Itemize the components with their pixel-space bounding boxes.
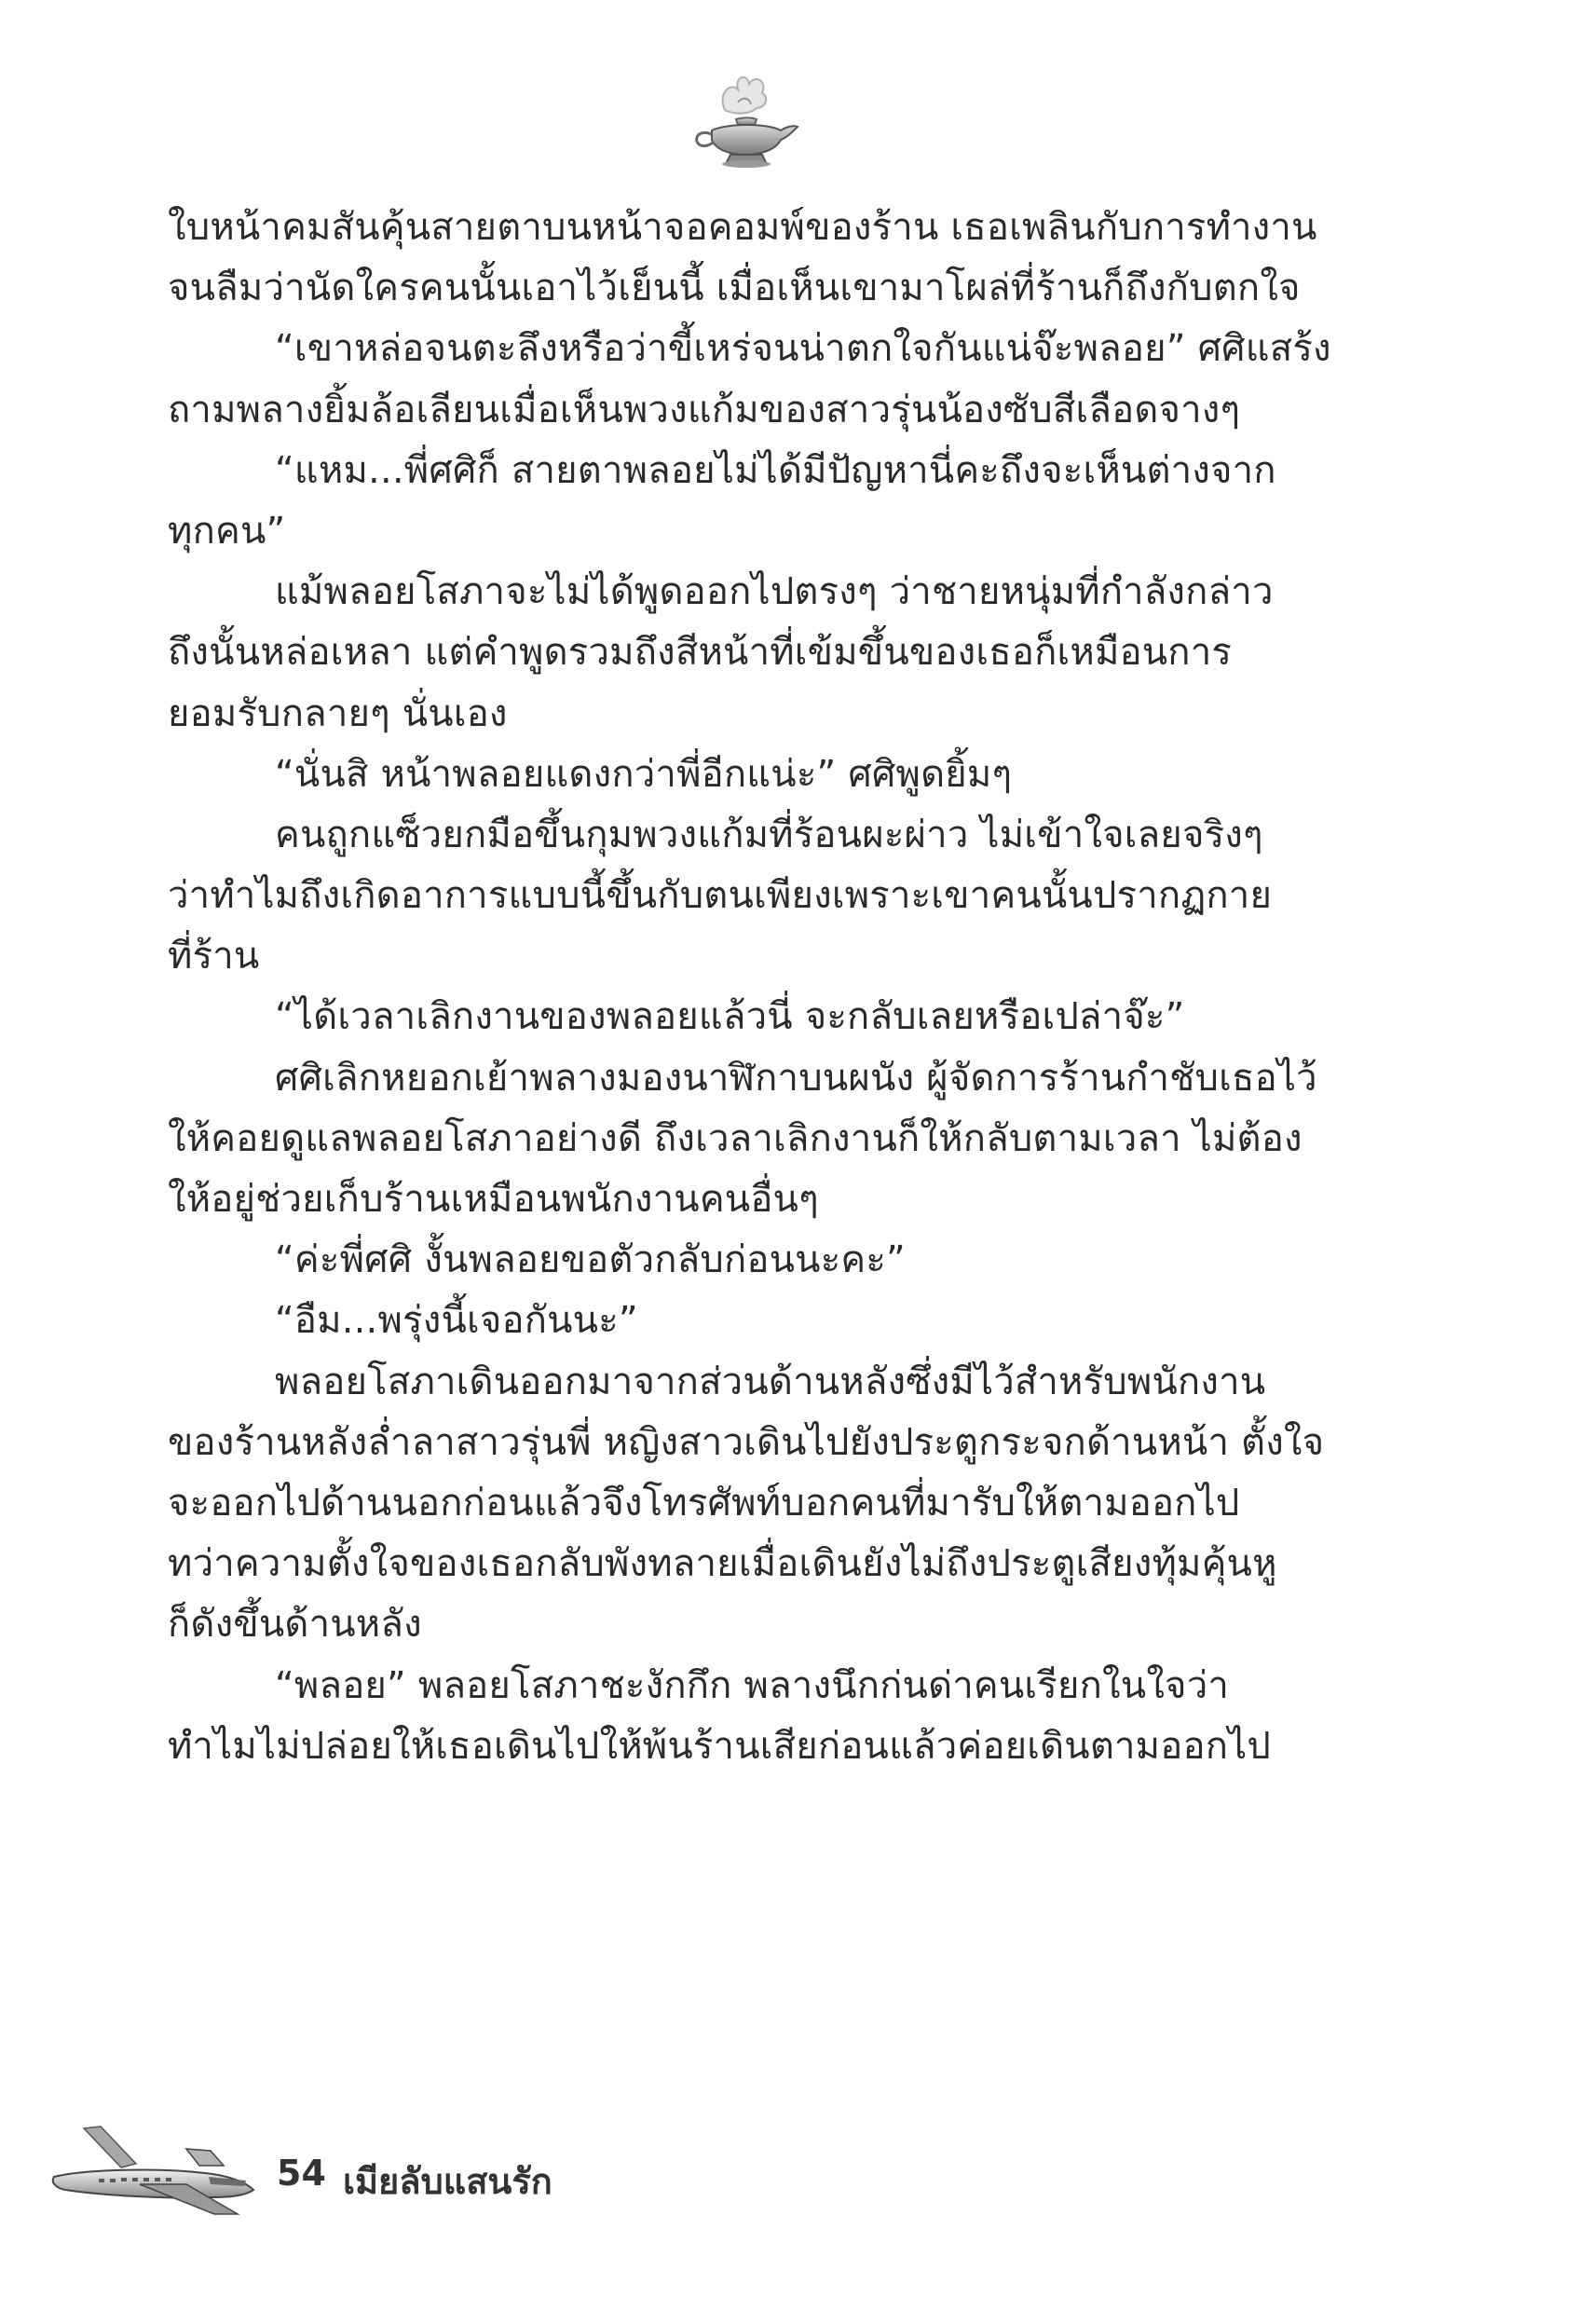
airplane-icon (47, 2115, 261, 2218)
text-line: จะออกไปด้านนอกก่อนแล้วจึงโทรศัพท์บอกคนที่มารับให้ตามออกไป (168, 1481, 1240, 1525)
text-line: ที่ร้าน (168, 935, 260, 978)
book-title: เมียลับแสนรัก (343, 2161, 552, 2202)
story-text (168, 198, 1331, 1777)
text-line: “พลอย” พลอยโสภาชะงักกึก พลางนึกก่นด่าคนเรียกในใจว่า (275, 1663, 1230, 1707)
text-line: “อืม...พรุ่งนี้เจอกันนะ” (275, 1299, 638, 1343)
text-line: “ได้เวลาเลิกงานของพลอยแล้วนี่ จะกลับเลยหรือเปล่าจ๊ะ” (275, 995, 1185, 1039)
text-line: ใบหน้าคมสันคุ้นสายตาบนหน้าจอคอมพ์ของร้าน เธอเพลินกับการทำงาน (168, 206, 1317, 249)
text-line: ให้คอยดูแลพลอยโสภาอย่างดี ถึงเวลาเลิกงานก็ให้กลับตามเวลา ไม่ต้อง (168, 1116, 1303, 1160)
text-line: ของร้านหลังล่ำลาสาวรุ่นพี่ หญิงสาวเดินไปยังประตูกระจกด้านหน้า ตั้งใจ (168, 1420, 1325, 1464)
text-line: จนลืมว่านัดใครคนนั้นเอาไว้เย็นนี้ เมื่อเห็นเขามาโผล่ที่ร้านก็ถึงกับตกใจ (168, 267, 1301, 310)
text-line: “เขาหล่อจนตะลึงหรือว่าขี้เหร่จนน่าตกใจกันแน่จ๊ะพลอย” ศศิแสร้ง (275, 327, 1331, 371)
text-line: “ค่ะพี่ศศิ งั้นพลอยขอตัวกลับก่อนนะคะ” (275, 1238, 906, 1282)
magic-lamp-icon (689, 65, 801, 177)
text-line: ถามพลางยิ้มล้อเลียนเมื่อเห็นพวงแก้มของสาวรุ่นน้องซับสีเลือดจางๆ (168, 388, 1241, 431)
text-line: ยอมรับกลายๆ นั่นเอง (168, 691, 508, 735)
text-line: แม้พลอยโสภาจะไม่ได้พูดออกไปตรงๆ ว่าชายหนุ่มที่กำลังกล่าว (275, 570, 1274, 614)
text-line: ก็ดังขึ้นด้านหลัง (168, 1603, 422, 1647)
text-line: คนถูกแซ็วยกมือขึ้นกุมพวงแก้มที่ร้อนผะผ่าว ไม่เข้าใจเลยจริงๆ (275, 813, 1263, 856)
text-line: ทำไมไม่ปล่อยให้เธอเดินไปให้พ้นร้านเสียก่อนแล้วค่อยเดินตามออกไป (168, 1724, 1272, 1768)
text-line: “นั่นสิ หน้าพลอยแดงกว่าพี่อีกแน่ะ” ศศิพูดยิ้มๆ (275, 752, 1013, 796)
text-line: ให้อยู่ช่วยเก็บร้านเหมือนพนักงานคนอื่นๆ (168, 1178, 819, 1221)
text-line: “แหม...พี่ศศิก็ สายตาพลอยไม่ได้มีปัญหานี่คะถึงจะเห็นต่างจาก (275, 448, 1276, 492)
text-line: พลอยโสภาเดินออกมาจากส่วนด้านหลังซึ่งมีไว้สำหรับพนักงาน (275, 1360, 1266, 1403)
page-footer (47, 2115, 792, 2227)
text-line: ทุกคน” (168, 509, 286, 553)
text-line: ว่าทำไมถึงเกิดอาการแบบนี้ขึ้นกับตนเพียงเพราะเขาคนนั้นปรากฏกาย (168, 874, 1273, 918)
page-number: 54 (277, 2153, 326, 2194)
text-line: ทว่าความตั้งใจของเธอกลับพังทลายเมื่อเดินยังไม่ถึงประตูเสียงทุ้มคุ้นหู (168, 1542, 1277, 1586)
text-line: ถึงนั้นหล่อเหลา แต่คำพูดรวมถึงสีหน้าที่เข้มขึ้นของเธอก็เหมือนการ (168, 631, 1233, 675)
text-line: ศศิเลิกหยอกเย้าพลางมองนาฬิกาบนผนัง ผู้จัดการร้านกำชับเธอไว้ (275, 1056, 1317, 1100)
